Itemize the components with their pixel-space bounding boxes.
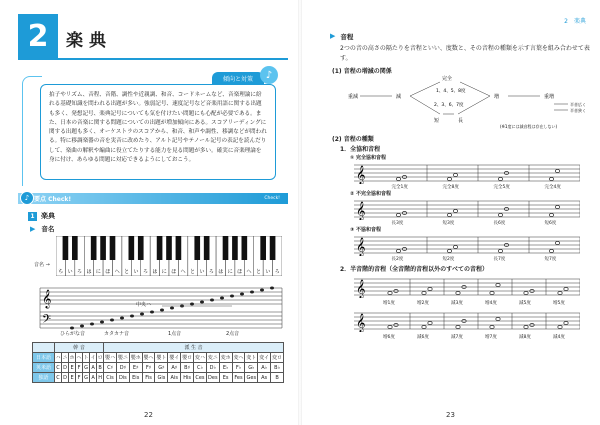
table-cell: 嬰ハ <box>104 353 117 363</box>
table-cell: F <box>76 373 83 383</box>
key-label: へ <box>114 269 120 275</box>
table-cell: F♯ <box>142 363 155 373</box>
table-cell: 嬰イ <box>168 353 181 363</box>
table-cell: 嬰ニ <box>116 353 129 363</box>
interval-caption: 短7度 <box>544 257 557 262</box>
piano-keyboard <box>56 236 282 276</box>
interval-caption: 減7度 <box>451 335 463 340</box>
header-rule <box>18 58 288 60</box>
table-cell: B♯ <box>181 363 194 373</box>
right-paragraph: 2つの音の高さの隔たりを音程といい、度数と、その音程の種類を示す言葉を組み合わせて表す。 <box>340 45 590 62</box>
note-head <box>447 177 451 180</box>
table-cell: As <box>258 373 271 383</box>
table-cell: ホ <box>69 353 76 363</box>
key-label: は <box>218 269 224 275</box>
treble-clef-icon: 𝄞 <box>356 237 366 256</box>
staff-row-2 <box>354 198 580 220</box>
key-label: は <box>86 269 92 275</box>
table-cell: 嬰ヘ <box>142 353 155 363</box>
music-note-icon: ♪ <box>260 66 278 84</box>
interval-caption: 短6度 <box>544 221 557 226</box>
note-head <box>496 283 500 286</box>
key-label: へ <box>180 269 186 275</box>
note-head <box>498 177 502 180</box>
note-head <box>447 213 451 216</box>
table-cell: C♯ <box>104 363 117 373</box>
triangle-icon: ▶ <box>330 32 336 40</box>
table-cell: E♭ <box>219 363 232 373</box>
note-head <box>453 173 457 176</box>
table-cell: B♭ <box>271 363 284 373</box>
black-key <box>176 236 182 260</box>
interval-caption: 短2度 <box>442 257 455 262</box>
key-label: ろ <box>77 269 83 275</box>
key-label: へ <box>246 269 252 275</box>
table-cell: 嬰ホ <box>129 353 142 363</box>
trend-text: 拍子やリズム、音程、音階、調性や近親調、和音、コードネームなど、音楽理論に紛れる基礎知識を問われる出題が多い。強弱記号、速度記号など音楽用語に関する出題も多く、発想記号、楽典記号についても気を付けたい問題にも心配が必要である。また、日本の音楽に関する問題についての出題が増加傾向にある。スコアリーディングに関する出題も多く、オーケストラのスコアから、和音、和声や調性、移調などが問われる。特に移調楽器の音を実音に改めたり、アルト記号やテノール記号の表記を読んだりして、楽曲の解釈や編曲に役立てたりする能力を見る問題が多い。確実に音楽理論を身に付け、あらゆる問題に対応できるようにしておこう。 <box>40 84 276 180</box>
black-key <box>204 236 210 260</box>
treble-clef-icon: 𝄞 <box>356 165 366 184</box>
note-head <box>396 249 400 252</box>
onmei-label: 音名 → <box>34 262 50 268</box>
one-dot-label: 1点音 <box>168 331 182 337</box>
black-key <box>166 236 172 260</box>
black-key <box>110 236 116 260</box>
key-label: と <box>255 269 261 275</box>
interval-relation-diagram <box>340 74 590 132</box>
key-label: に <box>161 269 167 275</box>
note-head <box>456 291 460 294</box>
table-cell: B <box>98 364 102 371</box>
table-cell: ニ <box>62 353 69 363</box>
key-label: ろ <box>208 269 214 275</box>
sub-heading-2: (2) 音程の種類 <box>332 136 374 143</box>
sub-heading-2a3: ③ 不協和音程 <box>350 227 381 233</box>
right-title-text: 音程 <box>340 33 354 41</box>
table-cell: Fis <box>142 373 155 383</box>
key-label: と <box>190 269 196 275</box>
table-head-hasei: 派 生 音 <box>104 343 284 353</box>
key-label: ほ <box>237 269 243 275</box>
table-cell: Cis <box>104 373 117 383</box>
table-cell: Ces <box>195 374 205 381</box>
interval-caption: 完全4度 <box>544 185 561 190</box>
table-cell: ト <box>83 353 90 363</box>
black-key <box>223 236 229 260</box>
table-cell: 嬰ト <box>155 353 168 363</box>
interval-caption: 増1度 <box>383 301 395 306</box>
interval-caption: 減3度 <box>451 301 463 306</box>
check-bar <box>18 193 288 204</box>
black-key <box>242 236 248 260</box>
table-cell: G♯ <box>155 363 168 373</box>
key-label: ほ <box>105 269 111 275</box>
table-cell: E♯ <box>129 363 142 373</box>
note-head <box>453 209 457 212</box>
note-head <box>524 325 528 328</box>
interval-caption: 減5度 <box>519 301 531 306</box>
table-cell: Gis <box>155 373 168 383</box>
rel-juzou: 重増 <box>544 94 555 100</box>
sub-heading-2a2: ② 不完全協和音程 <box>350 191 391 197</box>
note-head <box>549 177 553 180</box>
note-head <box>396 213 400 216</box>
sub-heading-2a1: ① 完全協和音程 <box>350 155 386 161</box>
svg-text:𝄞: 𝄞 <box>42 289 52 308</box>
black-key <box>91 236 97 260</box>
check-label: 要点 Check! <box>34 196 72 203</box>
note-head <box>388 325 392 328</box>
note-head <box>555 205 559 208</box>
note-head <box>496 317 500 320</box>
table-row <box>33 373 284 383</box>
triangle-icon: ▶ <box>30 224 36 233</box>
rel-zou: 増 <box>494 94 500 100</box>
note-name-table <box>32 342 284 383</box>
key-label: ろ <box>142 269 148 275</box>
table-cell: Es <box>219 373 232 383</box>
black-key <box>100 236 106 260</box>
interval-caption: 完全1度 <box>391 185 408 190</box>
table-cell: G♭ <box>245 363 258 373</box>
note-head <box>388 291 392 294</box>
rel-note: (※1度には減音程は存在しない) <box>500 124 558 129</box>
table-cell: E <box>70 364 74 371</box>
katakana-label: カタカナ音 <box>104 331 130 337</box>
interval-caption: 増2度 <box>417 301 429 306</box>
key-label: い <box>265 269 271 275</box>
note-head <box>498 249 502 252</box>
note-head <box>555 241 559 244</box>
rel-legend1: 半音広く <box>570 102 586 107</box>
check-sub: Check! <box>264 196 280 201</box>
black-key <box>138 236 144 260</box>
table-cell: 変イ <box>258 353 271 363</box>
table-cell: F <box>76 363 83 373</box>
page-number-left: 22 <box>144 411 153 419</box>
staff-row-5 <box>354 310 580 332</box>
rel-chou: 長 <box>458 118 464 124</box>
note-head <box>453 245 457 248</box>
trend-label: 傾向と対策 <box>212 72 264 85</box>
table-cell: A♭ <box>258 363 271 373</box>
note-head <box>564 287 568 290</box>
two-dot-label: 2点音 <box>226 331 240 337</box>
table-cell: 変ロ <box>271 353 284 363</box>
table-cell: D♯ <box>116 363 129 373</box>
trend-decoration <box>22 76 42 186</box>
table-cell: C <box>56 364 60 371</box>
table-cell: A <box>91 374 95 381</box>
staff-row-4 <box>354 276 580 298</box>
table-cell: G <box>84 364 88 371</box>
table-cell: 変ヘ <box>232 353 245 363</box>
note-head <box>558 291 562 294</box>
note-head <box>524 291 528 294</box>
table-cell: Eis <box>129 373 142 383</box>
rel-tan: 短 <box>434 118 440 124</box>
interval-caption: 増6度 <box>383 335 395 340</box>
black-key <box>129 236 135 260</box>
sub-heading-2a: 1．全協和音程 <box>340 146 381 153</box>
rel-gen: 減 <box>396 94 402 100</box>
treble-clef-icon: 𝄞 <box>356 201 366 220</box>
staff-row-3 <box>354 234 580 256</box>
black-key <box>157 236 163 260</box>
treble-clef-icon: 𝄞 <box>356 279 366 298</box>
rel-legend2: 半音狭く <box>570 108 586 113</box>
rel-kanzen: 完全 <box>442 76 453 82</box>
key-label: ほ <box>171 269 177 275</box>
page-number-right: 23 <box>446 411 455 419</box>
chapter-number: 2 <box>18 14 58 58</box>
key-label: い <box>199 269 205 275</box>
interval-caption: 増4度 <box>485 301 497 306</box>
note-head <box>490 325 494 328</box>
rel-nums1: 1、4、5、8度 <box>436 89 466 94</box>
note-head <box>558 325 562 328</box>
interval-caption: 増5度 <box>553 301 565 306</box>
table-cell: Des <box>208 374 218 381</box>
table-cell: F♭ <box>232 363 245 373</box>
black-key <box>72 236 78 260</box>
table-cell: G <box>84 374 88 381</box>
table-cell: E <box>70 374 74 381</box>
grand-staff <box>32 282 284 330</box>
table-cell: D♭ <box>206 363 219 373</box>
running-head: 2 楽典 <box>564 18 586 25</box>
table-row <box>33 363 284 373</box>
black-key <box>270 236 276 260</box>
key-label: い <box>67 269 73 275</box>
key-label: い <box>133 269 139 275</box>
right-title <box>330 32 353 41</box>
table-cell: 変ハ <box>194 353 207 363</box>
treble-clef-icon: 𝄞 <box>356 313 366 332</box>
section-title: 楽典 <box>41 212 55 220</box>
note-head <box>490 291 494 294</box>
table-cell: ハ <box>55 353 62 363</box>
black-key <box>194 236 200 260</box>
section-number: 1 <box>28 212 37 221</box>
table-cell: イ <box>90 353 97 363</box>
key-label: に <box>227 269 233 275</box>
note-head <box>447 249 451 252</box>
table-row-label: 日本語 <box>33 353 55 363</box>
table-cell: A <box>91 364 95 371</box>
interval-caption: 長7度 <box>493 257 506 262</box>
table-head-kanon: 幹 音 <box>55 343 104 353</box>
interval-caption: 減6度 <box>417 335 429 340</box>
sub-heading-2b: 2．半音階的音程（全音階的音程以外のすべての音程） <box>340 266 489 273</box>
interval-caption: 完全5度 <box>493 185 510 190</box>
note-head <box>456 325 460 328</box>
table-cell: C♭ <box>194 363 207 373</box>
interval-caption: 増7度 <box>485 335 497 340</box>
rel-jugen: 重減 <box>348 94 359 100</box>
hiragana-label: ひらがな音 <box>60 331 86 337</box>
table-row-label: 英米語 <box>33 363 55 373</box>
key-label: は <box>152 269 158 275</box>
table-cell: Dis <box>116 373 129 383</box>
note-head <box>428 287 432 290</box>
black-key <box>260 236 266 260</box>
note-head <box>422 325 426 328</box>
note-head <box>428 321 432 324</box>
note-head <box>549 249 553 252</box>
table-corner <box>33 343 55 353</box>
note-head <box>549 213 553 216</box>
table-cell: 変ホ <box>219 353 232 363</box>
table-cell: H <box>98 374 102 381</box>
key-label: に <box>95 269 101 275</box>
key-label: ち <box>58 269 64 275</box>
note-head <box>396 177 400 180</box>
table-cell: 変ニ <box>206 353 219 363</box>
interval-caption: 減4度 <box>553 335 565 340</box>
interval-caption: 長2度 <box>391 257 404 262</box>
table-cell: 変ト <box>245 353 258 363</box>
interval-caption: 短3度 <box>442 221 455 226</box>
section-heading <box>28 211 55 221</box>
note-head <box>422 291 426 294</box>
note-head <box>564 321 568 324</box>
table-cell: B <box>271 373 284 383</box>
table-cell: ロ <box>97 353 104 363</box>
black-key <box>232 236 238 260</box>
table-cell: 嬰ロ <box>181 353 194 363</box>
note-head <box>498 213 502 216</box>
key-label: ろ <box>274 269 280 275</box>
table-row-label: 独語 <box>33 373 55 383</box>
svg-text:𝄢: 𝄢 <box>42 313 52 329</box>
rel-nums2: 2、3、6、7度 <box>434 103 464 108</box>
black-key <box>63 236 69 260</box>
key-label: と <box>124 269 130 275</box>
table-cell: Ges <box>246 374 257 381</box>
table-cell: D <box>63 374 67 381</box>
subsection-heading <box>30 224 54 233</box>
interval-caption: 減8度 <box>519 335 531 340</box>
chapter-title: 楽典 <box>66 31 112 51</box>
check-icon: ♪ <box>20 191 34 205</box>
table-cell: Fes <box>232 373 245 383</box>
right-page <box>300 0 600 425</box>
interval-caption: 長6度 <box>493 221 506 226</box>
table-cell: A♯ <box>168 363 181 373</box>
interval-caption: 完全8度 <box>442 185 459 190</box>
interval-caption: 長3度 <box>391 221 404 226</box>
table-cell: Ais <box>168 373 181 383</box>
table-cell: D <box>63 364 67 371</box>
staff-row-1 <box>354 162 580 184</box>
table-row <box>33 353 284 363</box>
middle-c-label: 中央ハ <box>136 302 152 308</box>
note-head <box>555 169 559 172</box>
table-cell: ヘ <box>76 353 83 363</box>
sub-heading-1: (1) 音程の増減の関係 <box>332 68 392 75</box>
table-cell: His <box>181 373 194 383</box>
table-cell: C <box>56 374 60 381</box>
subsection-title: 音名 <box>41 225 55 233</box>
